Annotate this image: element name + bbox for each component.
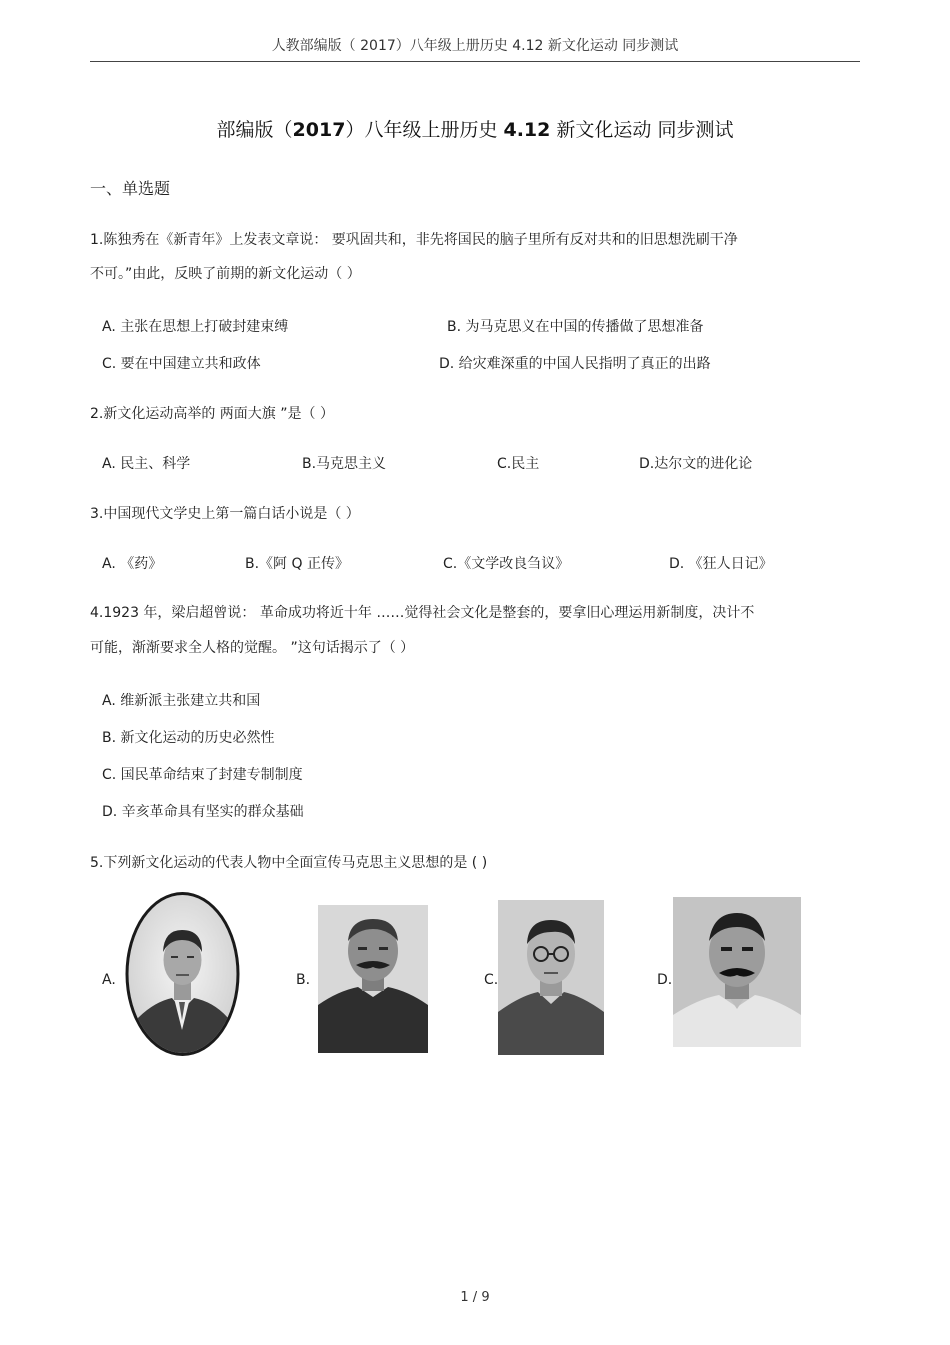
question-5-option-a[interactable]: A. xyxy=(102,972,116,988)
question-1-line-2: 不可。”由此，反映了前期的新文化运动（ ） xyxy=(90,266,361,282)
question-1-option-c[interactable]: C. 要在中国建立共和政体 xyxy=(102,356,261,372)
question-2-option-d[interactable]: D.达尔文的进化论 xyxy=(639,456,753,472)
question-3-option-a[interactable]: A. 《药》 xyxy=(102,556,163,572)
document-title xyxy=(0,115,950,142)
page-number: 1 / 9 xyxy=(460,1290,490,1305)
question-4-option-d[interactable]: D. 辛亥革命具有坚实的群众基础 xyxy=(102,804,304,820)
question-3-option-d[interactable]: D. 《狂人日记》 xyxy=(669,556,773,572)
question-3-option-c[interactable]: C.《文学改良刍议》 xyxy=(443,556,570,572)
question-1-option-d[interactable]: D. 给灾难深重的中国人民指明了真正的出路 xyxy=(439,356,711,372)
running-header: 人教部编版（ 2017）八年级上册历史 4.12 新文化运动 同步测试 xyxy=(271,38,679,54)
question-4-line-2: 可能，渐渐要求全人格的觉醒。 ”这句话揭示了（ ） xyxy=(90,640,415,656)
question-4-option-b[interactable]: B. 新文化运动的历史必然性 xyxy=(102,730,275,746)
question-4-option-c[interactable]: C. 国民革命结束了封建专制制度 xyxy=(102,767,303,783)
section-heading: 一、单选题 xyxy=(90,179,171,198)
question-4-option-a[interactable]: A. 维新派主张建立共和国 xyxy=(102,693,261,709)
question-3-line-1: 3.中国现代文学史上第一篇白话小说是（ ） xyxy=(90,506,360,522)
question-2-option-c[interactable]: C.民主 xyxy=(497,456,540,472)
question-5-line-1: 5.下列新文化运动的代表人物中全面宣传马克思主义思想的是 ( ) xyxy=(90,855,488,871)
question-1-option-a[interactable]: A. 主张在思想上打破封建束缚 xyxy=(102,319,289,335)
question-5-option-b[interactable]: B. xyxy=(296,972,311,988)
title-prefix: 部编版（ xyxy=(216,119,293,141)
portrait-a-photo xyxy=(124,890,241,1058)
question-2-line-1: 2.新文化运动高举的 两面大旗 ”是（ ） xyxy=(90,406,334,422)
title-year: 2017 xyxy=(292,119,346,141)
title-suffix: 新文化运动 同步测试 xyxy=(550,119,734,141)
portrait-b-photo xyxy=(318,905,428,1053)
title-middle: ）八年级上册历史 xyxy=(345,119,504,141)
question-1-option-b[interactable]: B. 为马克思义在中国的传播做了思想准备 xyxy=(447,319,704,335)
header-rule xyxy=(90,61,860,62)
question-3-option-b[interactable]: B.《阿 Q 正传》 xyxy=(245,556,349,572)
question-2-option-a[interactable]: A. 民主、科学 xyxy=(102,456,191,472)
question-2-option-b[interactable]: B.马克思主义 xyxy=(302,456,387,472)
question-5-option-c[interactable]: C. xyxy=(484,972,499,988)
question-5-option-d[interactable]: D. xyxy=(657,972,673,988)
portrait-c-photo xyxy=(498,900,604,1055)
question-1-line-1: 1.陈独秀在《新青年》上发表文章说： 要巩固共和，非先将国民的脑子里所有反对共和的旧思想洗刷干净 xyxy=(90,232,738,248)
portrait-d-photo xyxy=(673,897,801,1047)
question-4-line-1: 4.1923 年，梁启超曾说： 革命成功将近十年 ……觉得社会文化是整套的，要拿旧心理运用新制度，决计不 xyxy=(90,605,755,621)
title-lesson: 4.12 xyxy=(503,119,551,141)
